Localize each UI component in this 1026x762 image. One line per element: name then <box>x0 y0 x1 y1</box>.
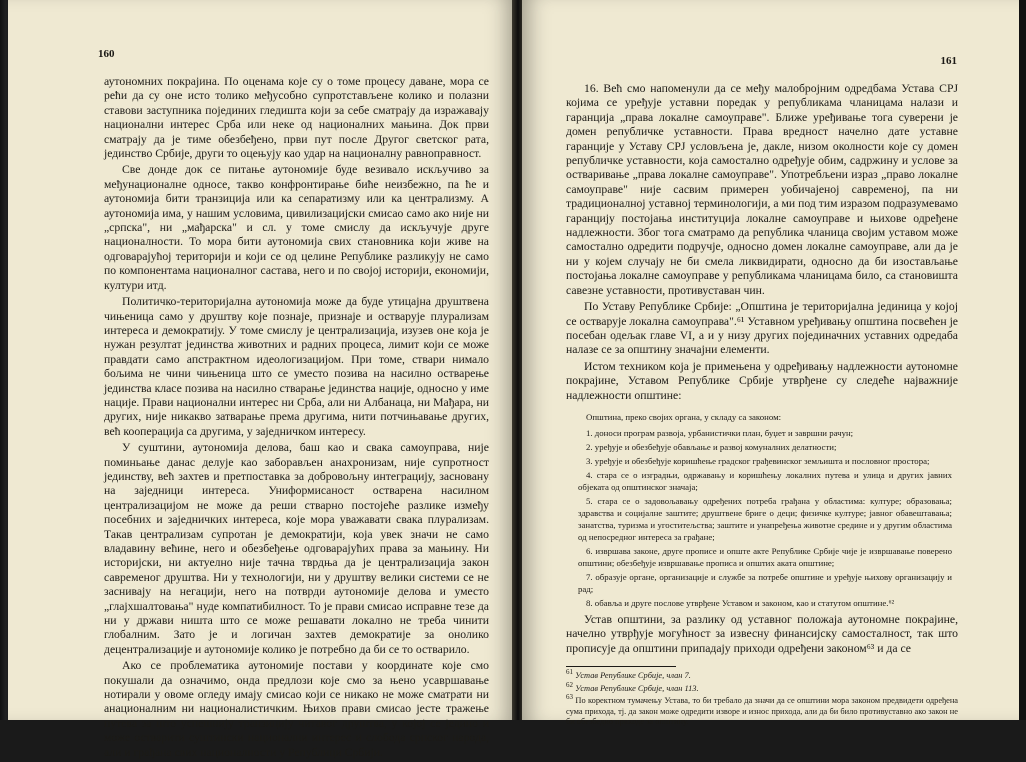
footnote-text: По коректном тумачењу Устава, то би требало да значи да се општини мора законом предвидети одређена сума прихода, тј. да закон може одредити изворе и износ прихода, али да би било противуставно ако закон не би обезбедио приходе за општину. <box>566 696 959 727</box>
paragraph: Политичко-територијална аутономија може да буде утицајна друштвена чињеница само у друштву које познаје, признаје и остварује плурализам интереса и демократију. У томе смислу је централизација, изузев оне која је нужан резултат јединства животних и радних процеса, лимит који се може правдати само апстрактном идеологизацијом. При томе, ствари нимало бољима не чини чињеница што се уместо позива на насилно остварење јединства класе позива на насилно стварање јединства нације, односно у име нације. Прави национални интерес ни Срба, али ни Албанаца, ни Мађара, ни других, није никакво затварање према другима, нити потчињавање других, већ кооперација са другима, у заједничком интересу. <box>104 295 489 438</box>
left-page <box>8 0 514 759</box>
list-item: 5. стара се о задовољавању одређених потреба грађана у областима: културе; образовања; здравства и социјалне заштите; друштвене бриге о деци; физичке културе; јавног обавештавања; занатства, туризма и угоститељства; заштите и унапређења животне средине и у другим областима од непосредног интереса за грађане; <box>578 495 952 542</box>
paragraph: Устав општини, за разлику од уставног положаја аутономне покрајине, начелно утврђује могућност за извесну финансијску самосталност, так што прописује да општини припадају приходи одређени законом⁶³ и да се <box>566 612 958 655</box>
page-number: 160 <box>98 48 115 60</box>
paragraph: По Уставу Републике Србије: „Општина је територијална јединица у којој се остварује локална самоуправа".⁶¹ Уставном уређивању општина посвећен је посебан одељак главе VI, а и у низу других појединачних уставних одредаба налазе се за општину значајни елементи. <box>566 300 958 357</box>
competences-list <box>578 411 952 609</box>
footnote <box>566 680 958 695</box>
paragraph: 16. Већ смо напоменули да се међу малобројним одредбама Устава СРЈ којима се уређује уставни поредак у републикама чланицама налази и гаранција „права локалне самоуправе". Ближе уређивање тога суверени је домен републичке уставности. Права вредност начелно дате уставне гаранције у Уставу СРЈ условљена је, дакле, низом околности које су домен републичке уставности, која самостално одређује обим, садржину и услове за остваривање „права локалне самоуправе". Употребљени израз „право локалне самоуправе" није сасвим примерен уобичајеној савременој, па ни традиционалној уставној терминологији, а ми под тим изразом подразумевамо гаранцију постојања институција локалне самоуправе и њихове одређене надлежности. Због тога сматрамо да република чланица својим уставом може самостално одредити подручје, односно домен локалне самоуправе, али да је ни у којем случају не би смела ликвидирати, односно да би изостављање постојања локалне самоуправе у републикама чланицама било, са становишта савезне уставности, противуставан чин. <box>566 82 958 297</box>
right-page-body <box>566 82 958 730</box>
paragraph: Све донде док се питање аутономије буде везивало искључиво за међунационалне односе, такво конфронтирање биће неизбежно, па ће и аутономија бити транзиција или ка сепаратизму или ка централизму. А аутономија има, у нашим условима, цивилизацијски смисао само ако није ни „српска", ни „мађарска" и сл. у томе смислу да искључује друге националности. То мора бити аутономија свих становника који живе на одговарајућој територији и који се од целине Републике разликују не само по компонентама националног састава, него и по својој историји, економији, култури итд. <box>104 163 489 292</box>
list-item: 1. доноси програм развоја, урбанистички план, буџет и завршни рачун; <box>586 427 854 438</box>
paragraph: Ако се проблематика аутономије постави у координате које смо покушали да означимо, онда предлози које смо за њено усавршавање нотирали у овоме огледу имају смисао који се никако не може сматрати ни анационалним ни националистичким. Њихов прави смисао јесте тражење путева за што успешнију транзицију читавог друштва, у којој се једино и може остварити суштински национални интерес и слобода српског народа, али и грађана свих националности у Републици Србији. <box>104 659 489 759</box>
paragraph: аутономних покрајина. По оценама које су о томе процесу даване, мора се рећи да су оне исто толико међусобно супротстављене колико и полазни ставови заступника појединих гледишта који за себе сматрају да изражавају национални интерес Срба или неке од националних мањина. Док први сматрају да је тиме обезбеђено, први пут после Другог светског рата, јединство Србије, други то оцењују као удар на националну равноправност. <box>104 75 489 161</box>
list-item: 4. стара се о изградњи, одржавању и коришћењу локалних путева и улица и других јавних објеката од општинског значаја; <box>578 469 952 492</box>
footnote-number: 61 <box>566 668 573 677</box>
footnote-number: 63 <box>566 693 573 702</box>
footnote <box>566 668 958 682</box>
list-item: 8. обавља и друге послове утврђене Уставом и законом, као и статутом општине.⁶² <box>586 597 895 608</box>
footnote <box>566 693 959 728</box>
list-item: 6. извршава законе, друге прописе и опште акте Републике Србије чије је извршавање поверено општини; обезбеђује извршавање прописа и општих аката општине; <box>578 545 952 568</box>
footnote-text: Устав Републике Србије, члан 113. <box>575 683 699 693</box>
list-item: 7. образује органе, организације и службе за потребе општине и уређује њихову организацију и рад; <box>578 571 952 594</box>
left-page-body <box>104 75 489 762</box>
page-number: 161 <box>940 55 957 67</box>
list-lead: Општина, преко својих органа, у складу са законом: <box>586 411 782 422</box>
right-page <box>522 0 1019 727</box>
footnote-divider <box>566 666 676 667</box>
list-item: 2. уређује и обезбеђује обављање и развој комуналних делатности; <box>586 441 837 452</box>
footnote-number: 62 <box>566 680 573 689</box>
footnote-text: Устав Републике Србије, члан 7. <box>575 671 691 681</box>
paragraph: У суштини, аутономија делова, баш као и свака самоуправа, није поминьање данас делује као заборављен анахронизам, није супротност јединству, већ захтев и претпоставка за добровољну интеграцију, засновану на заједници интереса. Униформисаност остварена насилном централизацијом не може да реши стварно постојеће разлике између посебних и заједничких интереса, које мора уважавати свака плурализам. Такав централизам супротан је демократији, која увек значи не само владавину већине, него и обезбеђење одговарајућих права за мањину. Ни историјски, ни актуелно није тачна тврдња да је централизација закон савременог друштва. Ни у технологији, ни у друштву велики системи се не заснивају на негацији, него на потврди аутономије делова и уместо „глајхшалтовања" нуде компатибилност. То је прави смисао исправне тезе да ни у држави ништа што се може решавати локално не треба чинити глобалним. Зато је и логичан захтев демократије за онолико децентрализације и аутономије колико је потребно да би се то остварило. <box>104 441 489 656</box>
paragraph: Истом техником која је примењена у одређивању надлежности аутономне покрајине, Уставом Републике Србије утврђене су следеће најважније надлежности општине: <box>566 359 958 402</box>
list-item: 3. уређује и обезбеђује коришћење градског грађевинског земљишта и пословног простора; <box>586 455 930 466</box>
